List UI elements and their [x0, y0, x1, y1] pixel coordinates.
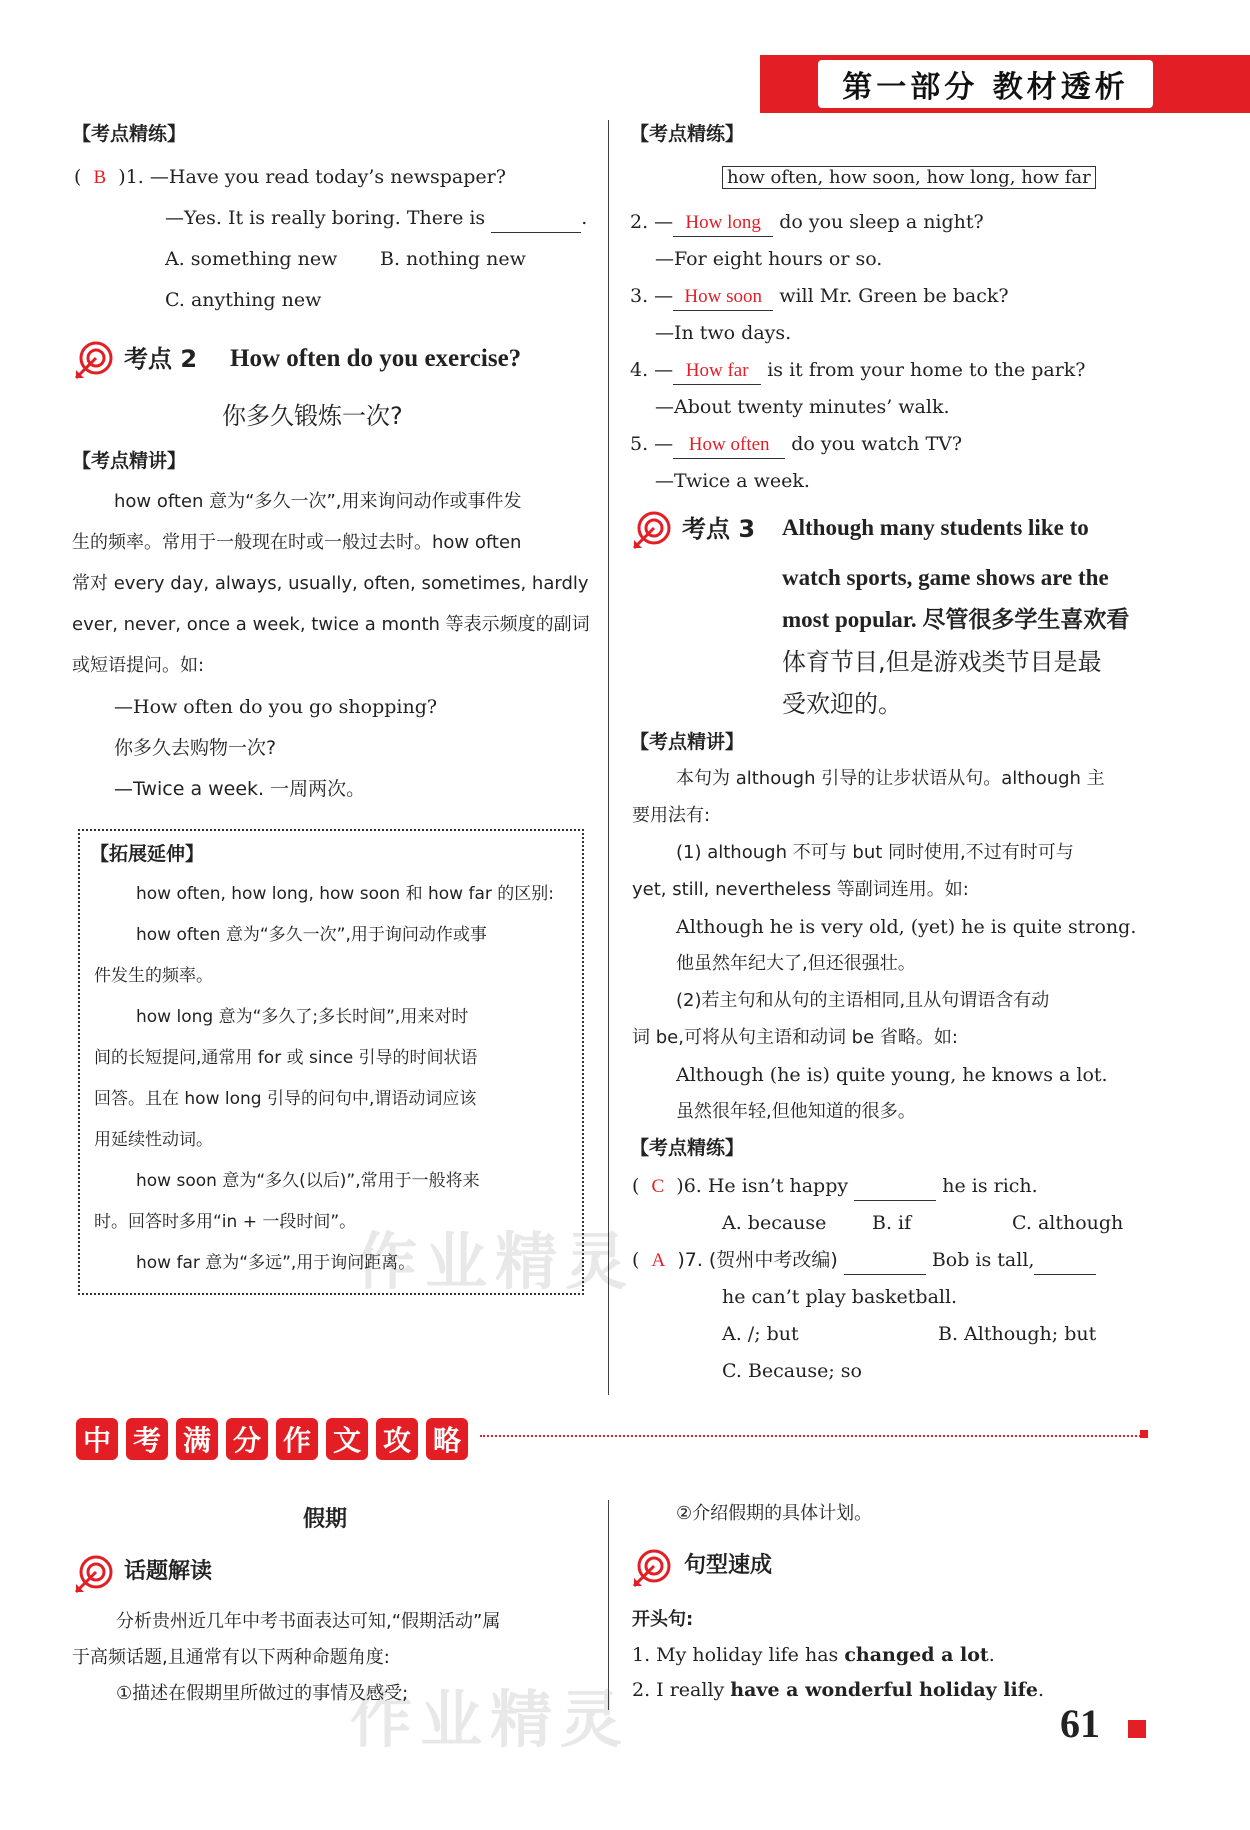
topic-line: 分析贵州近几年中考书面表达可知,“假期活动”属	[116, 1611, 501, 1632]
target-icon	[72, 338, 116, 382]
q5-answer: How often	[673, 432, 785, 459]
topic-line: 于高频话题,且通常有以下两种命题角度:	[72, 1647, 390, 1668]
banner-tile: 考	[126, 1418, 168, 1460]
q7-option-a: A. /; but	[722, 1323, 799, 1345]
kd3-title: 受欢迎的。	[782, 690, 902, 718]
q6-option-a: A. because	[722, 1212, 827, 1234]
kd3-title: 体育节目,但是游戏类节目是最	[782, 648, 1102, 676]
q1-option-a: A. something new	[165, 248, 338, 270]
q6-answer: C	[651, 1176, 665, 1197]
example-line: 你多久去购物一次?	[114, 737, 277, 759]
topic-title: 假期	[303, 1507, 348, 1532]
explain-line: Although he is very old, (yet) he is quite strong.	[676, 916, 1137, 938]
kd3-label: 考点 3	[682, 515, 756, 543]
banner-tile: 作	[276, 1418, 318, 1460]
extension-line: how soon 意为“多久(以后)”,常用于一般将来	[136, 1171, 480, 1191]
extension-line: how often 意为“多久一次”,用于询问动作或事	[136, 925, 487, 945]
opening-label: 开头句:	[632, 1609, 694, 1630]
explain-line: Although (he is) quite young, he knows a lot.	[676, 1064, 1108, 1086]
topic-line: ①描述在假期里所做过的事情及感受;	[116, 1683, 409, 1704]
q6-stem: ( C )6. He isn’t happy he is rich.	[632, 1174, 1038, 1201]
banner-divider	[480, 1435, 1145, 1437]
q7-option-c: C. Because; so	[722, 1360, 862, 1382]
word-box-wrap	[722, 166, 1096, 190]
target-icon	[630, 508, 674, 552]
target-icon	[72, 1552, 116, 1596]
target-icon	[630, 1546, 674, 1590]
banner-end-dot	[1140, 1430, 1148, 1438]
q5-reply: —Twice a week.	[655, 470, 810, 492]
q2-answer: How long	[673, 210, 773, 237]
q6-option-b: B. if	[872, 1212, 912, 1234]
kd3-title: most popular. 尽管很多学生喜欢看	[782, 607, 1130, 632]
topic-label: 话题解读	[124, 1559, 213, 1584]
explain-line: 或短语提问。如:	[72, 655, 205, 676]
q1-option-c: C. anything new	[165, 289, 322, 311]
explain-line: (2)若主句和从句的主语相同,且从句谓语含有动	[676, 990, 1050, 1011]
explain-line: 生的频率。常用于一般现在时或一般过去时。how often	[72, 532, 522, 553]
explain-line: ever, never, once a week, twice a month 等表示频度的副词	[72, 614, 590, 635]
banner-tile: 文	[326, 1418, 368, 1460]
q4-answer: How far	[673, 358, 761, 385]
banner-tile: 略	[426, 1418, 468, 1460]
explain-line: (1) although 不可与 but 同时使用,不过有时可与	[676, 842, 1074, 863]
q7-line2: he can’t play basketball.	[722, 1286, 958, 1308]
extension-line: how far 意为“多远”,用于询问距离。	[136, 1253, 416, 1273]
page-number-marker	[1128, 1720, 1146, 1738]
explain-label: 【考点精讲】	[72, 450, 187, 472]
practice-label: 【考点精练】	[72, 123, 187, 145]
extension-line: how often, how long, how soon 和 how far 的区别:	[136, 884, 554, 904]
extension-line: 用延续性动词。	[94, 1130, 213, 1150]
page-number: 61	[1060, 1701, 1100, 1746]
example-line: —How often do you go shopping?	[114, 696, 438, 718]
watermark: 作业精灵	[350, 1683, 631, 1756]
kd3-title: Although many students like to	[782, 515, 1089, 540]
q3-reply: —In two days.	[655, 322, 792, 344]
watermark: 作业精灵	[355, 1225, 636, 1298]
q6-option-c: C. although	[1012, 1212, 1124, 1234]
q1-option-b: B. nothing new	[380, 248, 526, 270]
sentence-1: 1. My holiday life has changed a lot.	[632, 1644, 995, 1666]
q1-reply: —Yes. It is really boring. There is .	[165, 206, 587, 233]
explain-line: 虽然很年轻,但他知道的很多。	[676, 1101, 916, 1122]
q7-answer: A	[651, 1250, 666, 1271]
extension-label: 【拓展延伸】	[90, 843, 205, 865]
q4-line: 4. — How far is it from your home to the park?	[630, 358, 1086, 385]
explain-label: 【考点精讲】	[630, 731, 745, 753]
explain-line: how often 意为“多久一次”,用来询问动作或事件发	[114, 491, 522, 512]
q1-stem: ( B )1. —Have you read today’s newspaper?	[74, 166, 506, 188]
explain-line: 词 be,可将从句主语和动词 be 省略。如:	[632, 1027, 958, 1048]
banner-tile: 分	[226, 1418, 268, 1460]
word-box: how often, how soon, how long, how far	[722, 166, 1096, 189]
banner-tile: 攻	[376, 1418, 418, 1460]
explain-line: 常对 every day, always, usually, often, sometimes, hardly	[72, 573, 589, 594]
kd3-title: watch sports, game shows are the	[782, 565, 1109, 590]
explain-line: 要用法有:	[632, 805, 711, 826]
topic-line: ②介绍假期的具体计划。	[676, 1503, 873, 1524]
pattern-label: 句型速成	[684, 1553, 773, 1578]
q5-line: 5. — How often do you watch TV?	[630, 432, 962, 459]
q7-stem: ( A )7. (贺州中考改编) Bob is tall,	[632, 1248, 1096, 1275]
q3-line: 3. — How soon will Mr. Green be back?	[630, 284, 1009, 311]
kd2-title-en: How often do you exercise?	[230, 345, 522, 372]
explain-line: 他虽然年纪大了,但还很强壮。	[676, 953, 916, 974]
q2-line: 2. — How long do you sleep a night?	[630, 210, 984, 237]
example-line: —Twice a week. 一周两次。	[114, 778, 366, 800]
kd2-title-zh: 你多久锻炼一次?	[222, 402, 403, 430]
q3-answer: How soon	[673, 284, 773, 311]
extension-line: 时。回答时多用“in + 一段时间”。	[94, 1212, 357, 1232]
extension-line: how long 意为“多久了;多长时间”,用来对时	[136, 1007, 469, 1027]
kd2-label: 考点 2	[124, 345, 198, 373]
extension-line: 回答。且在 how long 引导的问句中,谓语动词应该	[94, 1089, 477, 1109]
banner-tile: 满	[176, 1418, 218, 1460]
column-divider	[608, 120, 609, 1395]
q1-answer: B	[93, 167, 107, 188]
q7-option-b: B. Although; but	[938, 1323, 1097, 1345]
practice-label: 【考点精练】	[630, 123, 745, 145]
banner-tile: 中	[76, 1418, 118, 1460]
sentence-2: 2. I really have a wonderful holiday life.	[632, 1679, 1045, 1701]
explain-line: 本句为 although 引导的让步状语从句。although 主	[676, 768, 1105, 789]
header-title: 第一部分 教材透析	[818, 60, 1153, 108]
practice-label: 【考点精练】	[630, 1137, 745, 1159]
explain-line: yet, still, nevertheless 等副词连用。如:	[632, 879, 969, 900]
q4-reply: —About twenty minutes’ walk.	[655, 396, 950, 418]
extension-line: 间的长短提问,通常用 for 或 since 引导的时间状语	[94, 1048, 478, 1068]
extension-line: 件发生的频率。	[94, 966, 213, 986]
q2-reply: —For eight hours or so.	[655, 248, 883, 270]
